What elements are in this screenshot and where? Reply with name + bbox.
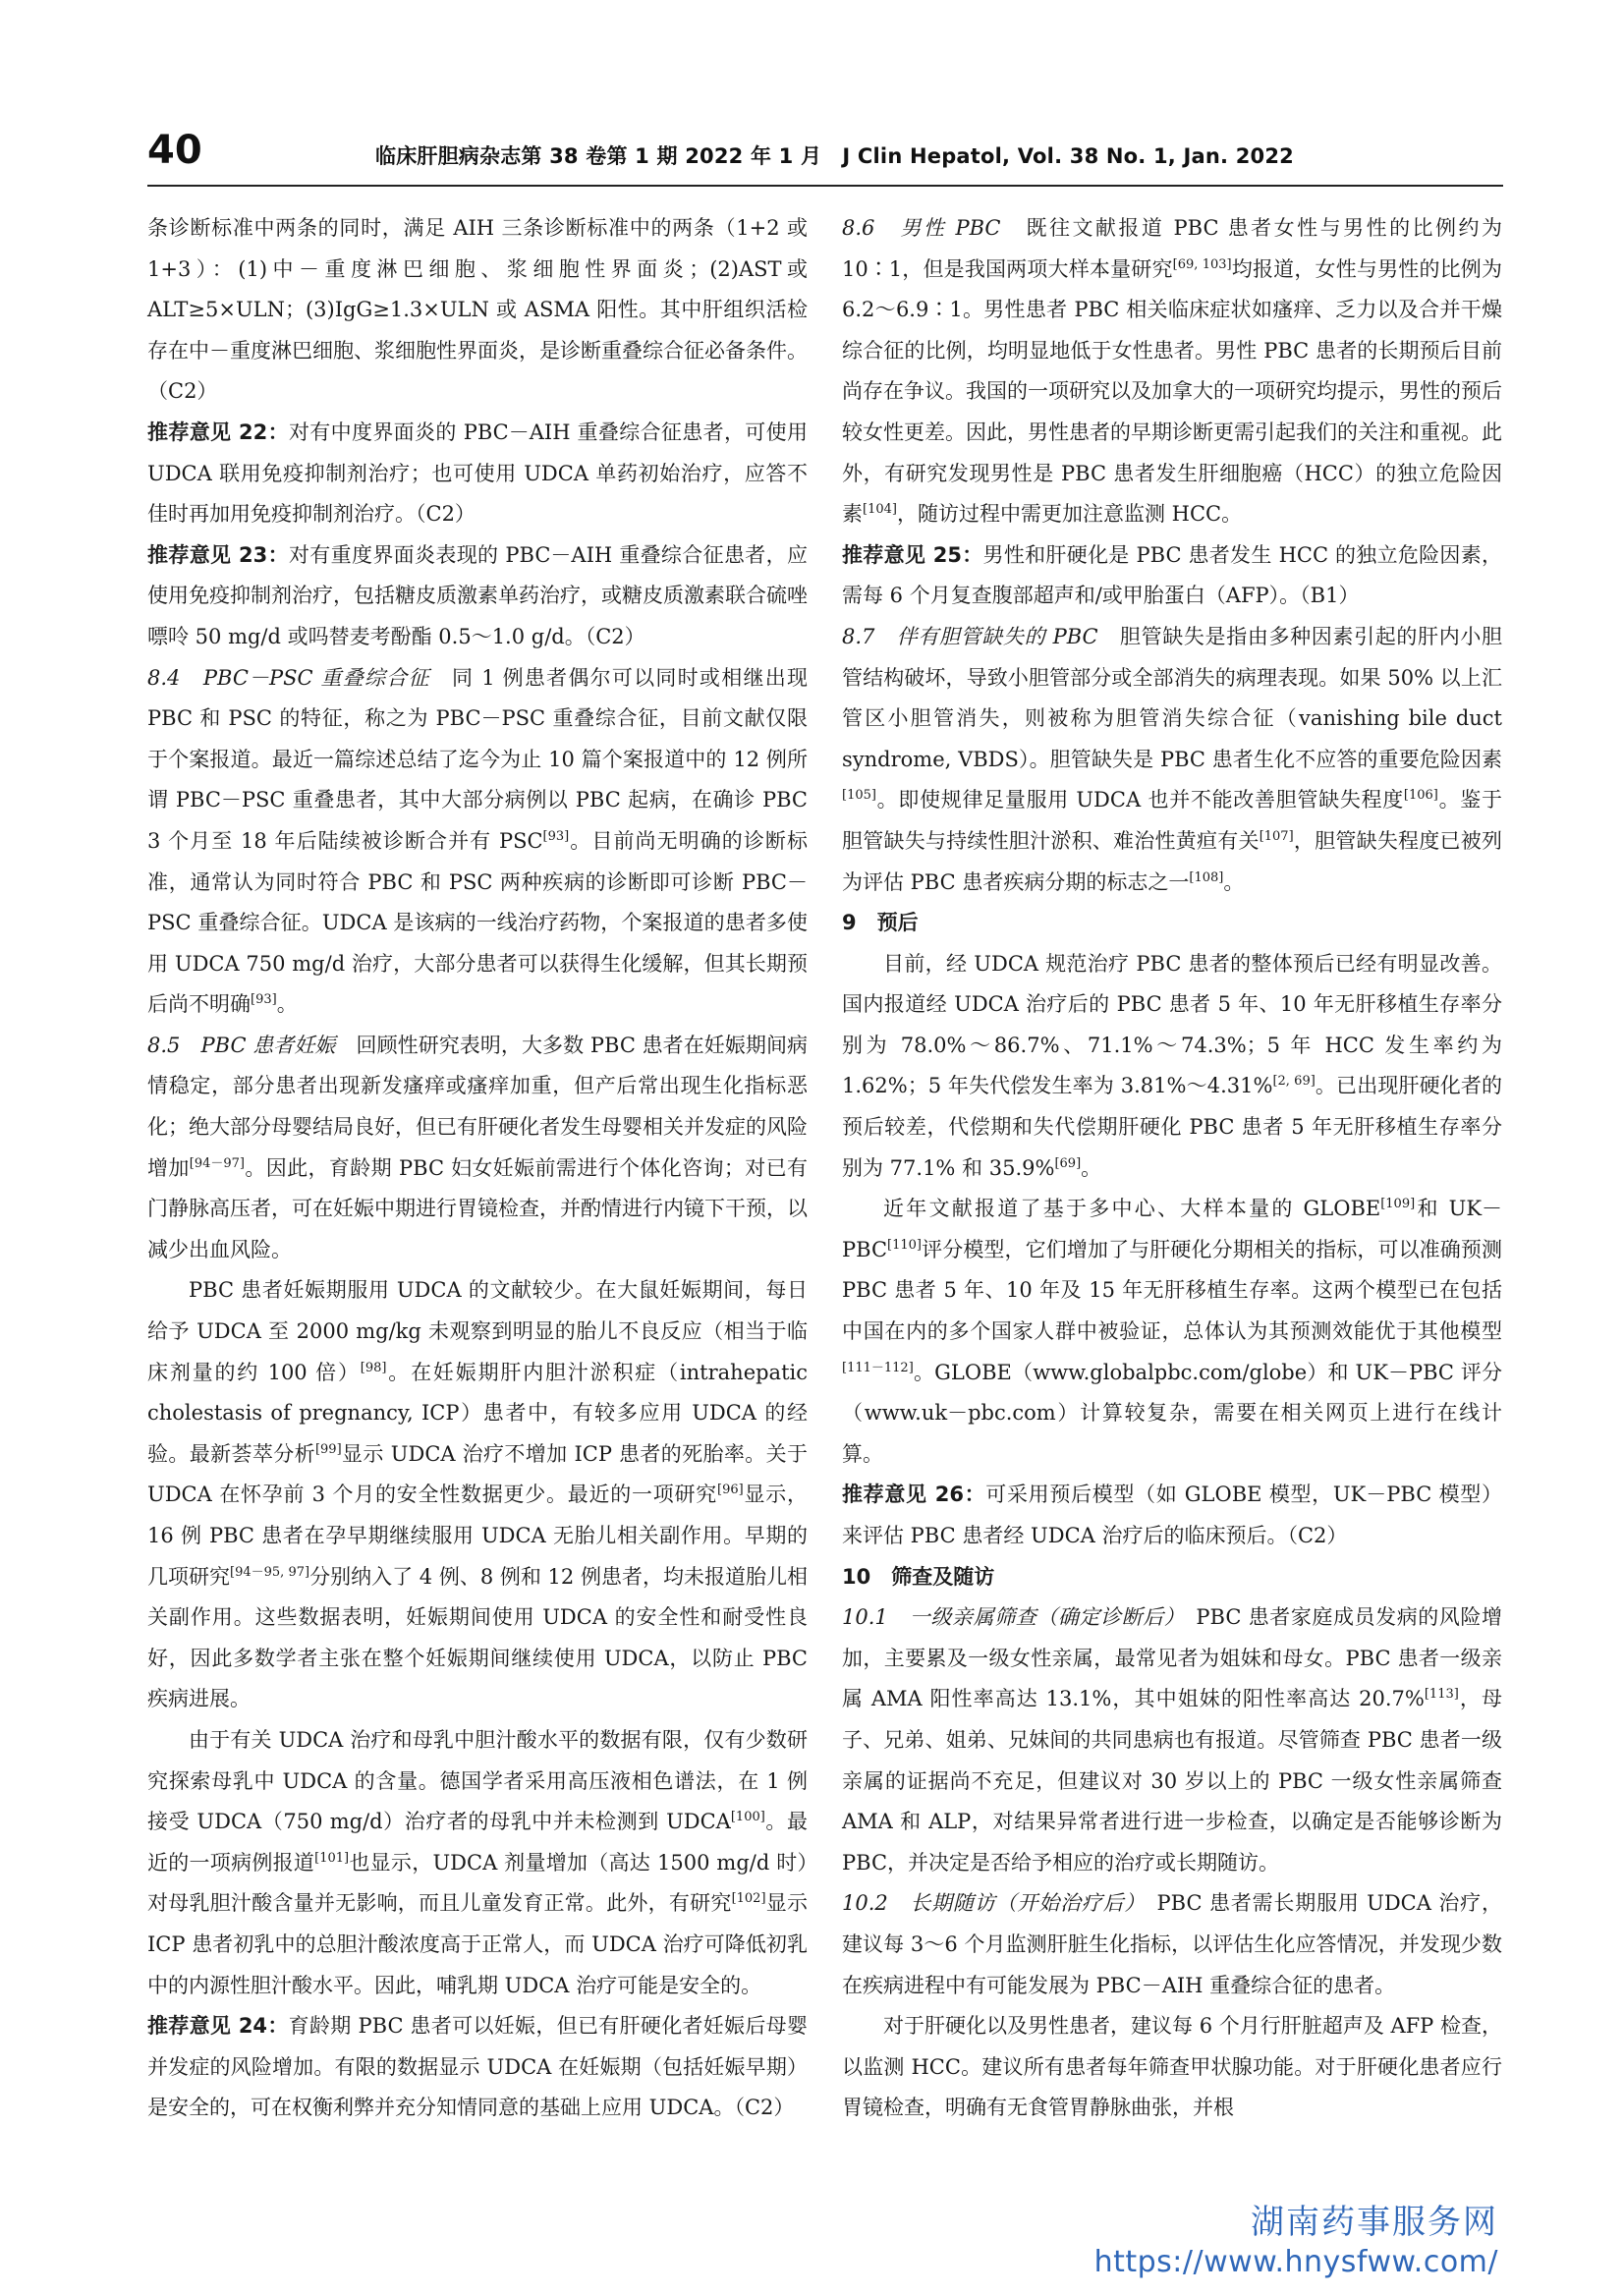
paragraph-udca-breastmilk: 由于有关 UDCA 治疗和母乳中胆汁酸水平的数据有限，仅有少数研究探索母乳中 UDCA 的含量。德国学者采用高压液相色谱法，在 1 例接受 UDCA（750 mg/d）治疗者的母乳中并未检测到 UDCA[100]。最近的一项病例报道[101]也显示，UDCA 剂量增加（高达 1500 mg/d 时）对母乳胆汁酸含量并无影响，而且儿童发育正常。此外，有研究[102]显示 ICP 患者初乳中的总胆汁酸浓度高于正常人，而 UDCA 治疗可降低初乳中的内源性胆汁酸水平。因此，哺乳期 UDCA 治疗可能是安全的。 [147, 1727, 809, 1997]
citation: [100] [730, 1810, 765, 1825]
recommendation-label: 推荐意见 25： [842, 542, 983, 567]
section-8-4: 8.4 PBC－PSC 重叠综合征 同 1 例患者偶尔可以同时或相继出现 PBC 和 PSC 的特征，称之为 PBC－PSC 重叠综合征，目前文献仅限于个案报道。最近一篇综述总结了迄今为止 10 篇个案报道中的 12 例所谓 PBC－PSC 重叠患者，其中大部分病例以 PBC 起病，在确诊 PBC 3 个月至 18 年后陆续被诊断合并有 PSC[93]。目前尚无明确的诊断标准，通常认为同时符合 PBC 和 PSC 两种疾病的诊断即可诊断 PBC－PSC 重叠综合征。UDCA 是该病的一线治疗药物，个案报道的患者多使用 UDCA 750 mg/d 治疗，大部分患者可以获得生化缓解，但其长期预后尚不明确[93]。 [147, 665, 808, 1017]
watermark-site-name: 湖南药事服务网 [1251, 2203, 1498, 2242]
citation: [108] [1189, 869, 1224, 885]
citation: [106] [1403, 788, 1438, 804]
citation: [96] [717, 1483, 744, 1498]
recommendation-label: 推荐意见 26： [842, 1483, 986, 1507]
paragraph-prognosis-rates: 目前，经 UDCA 规范治疗 PBC 患者的整体预后已经有明显改善。国内报道经 UDCA 治疗后的 PBC 患者 5 年、10 年无肝移植生存率分别为 78.0%～86.7%、71.1%～74.3%；5 年 HCC 发生率约为 1.62%；5 年失代偿发生率为 3.81%～4.31%[2, 69]。已出现肝硬化者的预后较差，代偿期和失代偿期肝硬化 PBC 患者 5 年无肝移植生存率分别为 77.1% 和 35.9%[69]。 [842, 951, 1502, 1180]
citation: [2, 69] [1272, 1074, 1316, 1090]
citation: [94－97] [189, 1155, 245, 1171]
section-heading-prognosis: 9 预后 [842, 911, 919, 935]
right-column [842, 208, 1502, 2129]
section-10-1: 10.1 一级亲属筛查（确定诊断后） PBC 患者家庭成员发病的风险增加，主要累及一级女性亲属，最常见者为姐妹和母女。PBC 患者一级亲属 AMA 阳性率高达 13.1%，其中姐妹的阳性率高达 20.7%[113]，母子、兄弟、姐弟、兄妹间的共同患病也有报道。尽管筛查 PBC 患者一级亲属的证据尚不充足，但建议对 30 岁以上的 PBC 一级女性亲属筛查 AMA 和 ALP，对结果异常者进行进一步检查，以确定是否能够诊断为 PBC，并决定是否给予相应的治疗或长期随访。 [842, 1605, 1502, 1875]
citation: [113] [1424, 1687, 1459, 1703]
citation: [93] [251, 992, 277, 1008]
subsection-heading: 8.6 男性 PBC [842, 216, 1001, 240]
paragraph-diagnosis-criteria: 条诊断标准中两条的同时，满足 AIH 三条诊断标准中的两条（1+2 或 1+3）：(1)中－重度淋巴细胞、浆细胞性界面炎；(2)AST或 ALT≥5×ULN；(3)IgG≥1.3×ULN 或 ASMA 阳性。其中肝组织活检存在中－重度淋巴细胞、浆细胞性界面炎，是诊断重叠综合征必备条件。（C2） [147, 216, 808, 404]
citation: [110] [887, 1237, 922, 1253]
subsection-heading: 8.7 伴有胆管缺失的 PBC [842, 624, 1098, 648]
citation: [102] [731, 1891, 766, 1907]
citation: [69] [1054, 1155, 1082, 1171]
section-heading-screening: 10 筛查及随访 [842, 1564, 995, 1589]
citation: [99] [314, 1441, 342, 1457]
section-10-2: 10.2 长期随访（开始治疗后） PBC 患者需长期服用 UDCA 治疗，建议每 3～6 个月监测肝脏生化指标，以评估生化应答情况，并发现少数在疾病进程中有可能发展为 PBC－AIH 重叠综合征的患者。 [842, 1891, 1502, 1997]
citation: [101] [314, 1850, 350, 1866]
section-8-5: 8.5 PBC 患者妊娠 回顾性研究表明，大多数 PBC 患者在妊娠期间病情稳定，部分患者出现新发瘙痒或瘙痒加重，但产后常出现生化指标恶化；绝大部分母婴结局良好，但已有肝硬化者发生母婴相关并发症的风险增加[94－97]。因此，育龄期 PBC 妇女妊娠前需进行个体化咨询；对已有门静脉高压者，可在妊娠中期进行胃镜检查，并酌情进行内镜下干预，以减少出血风险。 [147, 1033, 809, 1261]
left-column [147, 208, 808, 2129]
citation: [109] [1380, 1197, 1416, 1212]
citation: [107] [1259, 828, 1294, 844]
site-watermark [1094, 2202, 1498, 2282]
recommendation-label: 推荐意见 24： [147, 2014, 289, 2039]
paragraph-followup: 对于肝硬化以及男性患者，建议每 6 个月行肝脏超声及 AFP 检查，以监测 HCC。建议所有患者每年筛查甲状腺功能。对于肝硬化患者应行胃镜检查，明确有无食管胃静脉曲张，并根 [842, 2014, 1502, 2120]
section-8-7: 8.7 伴有胆管缺失的 PBC 胆管缺失是指由多种因素引起的肝内小胆管结构破坏，导致小胆管部分或全部消失的病理表现。如果 50% 以上汇管区小胆管消失，则被称为胆管消失综合征（vanishing bile duct syndrome, VBDS）。胆管缺失是 PBC 患者生化不应答的重要危险因素[105]。即使规律足量服用 UDCA 也并不能改善胆管缺失程度[106]。鉴于胆管缺失与持续性胆汁淤积、难治性黄疸有关[107]，胆管缺失程度已被列为评估 PBC 患者疾病分期的标志之一[108]。 [842, 624, 1503, 894]
citation: [93] [542, 828, 570, 844]
section-8-6: 8.6 男性 PBC 既往文献报道 PBC 患者女性与男性的比例约为 10∶1，但是我国两项大样本量研究[69, 103]均报道，女性与男性的比例为 6.2～6.9∶1。男性患者 PBC 相关临床症状如瘙痒、乏力以及合并干燥综合征的比例，均明显地低于女性患者。男性 PBC 患者的长期预后目前尚存在争议。我国的一项研究以及加拿大的一项研究均提示，男性的预后较女性更差。因此，男性患者的早期诊断更需引起我们的关注和重视。此外，有研究发现男性是 PBC 患者发生肝细胞癌（HCC）的独立危险因素[104]，随访过程中需更加注意监测 HCC。 [842, 216, 1503, 527]
citation: [69, 103] [1172, 256, 1232, 272]
subsection-heading: 10.1 一级亲属筛查（确定诊断后） [842, 1605, 1175, 1630]
recommendation-26: 推荐意见 26：可采用预后模型（如 GLOBE 模型，UK－PBC 模型）来评估 PBC 患者经 UDCA 治疗后的临床预后。（C2） [842, 1483, 1502, 1547]
citation: [98] [360, 1360, 387, 1375]
recommendation-23: 推荐意见 23：对有重度界面炎表现的 PBC－AIH 重叠综合征患者，应使用免疫抑制剂治疗，包括糖皮质激素单药治疗，或糖皮质激素联合硫唑嘌呤 50 mg/d 或吗替麦考酚酯 0.5～1.0 g/d。（C2） [147, 542, 808, 648]
journal-running-head: 临床肝胆病杂志第 38 卷第 1 期 2022 年 1 月 J Clin Hepatol, Vol. 38 No. 1, Jan. 2022 [375, 144, 1294, 168]
subsection-heading: 8.4 PBC－PSC 重叠综合征 [147, 665, 430, 690]
paragraph-udca-pregnancy: PBC 患者妊娠期服用 UDCA 的文献较少。在大鼠妊娠期间，每日给予 UDCA 至 2000 mg/kg 未观察到明显的胎儿不良反应（相当于临床剂量的约 100 倍）[98]。在妊娠期肝内胆汁淤积症（intrahepatic cholestasis of pregnancy, ICP）患者中，有较多应用 UDCA 的经验。最新荟萃分析[99]显示 UDCA 治疗不增加 ICP 患者的死胎率。关于 UDCA 在怀孕前 3 个月的安全性数据更少。最近的一项研究[96]显示，16 例 PBC 患者在孕早期继续服用 UDCA 无胎儿相关副作用。早期的几项研究[94－95, 97]分别纳入了 4 例、8 例和 12 例患者，均未报道胎儿相关副作用。这些数据表明，妊娠期间使用 UDCA 的安全性和耐受性良好，因此多数学者主张在整个妊娠期间继续使用 UDCA，以防止 PBC 疾病进展。 [147, 1278, 809, 1711]
recommendation-24: 推荐意见 24：育龄期 PBC 患者可以妊娠，但已有肝硬化者妊娠后母婴并发症的风险增加。有限的数据显示 UDCA 在妊娠期（包括妊娠早期）是安全的，可在权衡利弊并充分知情同意的基础上应用 UDCA。（C2） [147, 2014, 808, 2120]
citation: [104] [863, 502, 897, 518]
running-header [147, 126, 1503, 187]
citation: [94－95, 97] [230, 1564, 310, 1580]
citation: [105] [842, 788, 876, 804]
recommendation-25: 推荐意见 25：男性和肝硬化是 PBC 患者发生 HCC 的独立危险因素，需每 6 个月复查腹部超声和/或甲胎蛋白（AFP）。（B1） [842, 542, 1502, 608]
recommendation-label: 推荐意见 22： [147, 420, 289, 444]
watermark-url[interactable]: https://www.hnysfww.com/ [1093, 2245, 1498, 2279]
subsection-heading: 10.2 长期随访（开始治疗后） [842, 1891, 1136, 1916]
subsection-heading: 8.5 PBC 患者妊娠 [147, 1033, 336, 1057]
page-number: 40 [147, 128, 202, 173]
paragraph-prognosis-models: 近年文献报道了基于多中心、大样本量的 GLOBE[109]和 UK－PBC[110]评分模型，它们增加了与肝硬化分期相关的指标，可以准确预测 PBC 患者 5 年、10 年及 15 年无肝移植生存率。这两个模型已在包括中国在内的多个国家人群中被验证，总体认为其预测效能优于其他模型[111－112]。GLOBE（www.globalpbc.com/globe）和 UK－PBC 评分（www.uk－pbc.com）计算较复杂，需要在相关网页上进行在线计算。 [842, 1197, 1503, 1466]
header-rule [147, 185, 1503, 187]
recommendation-label: 推荐意见 23： [147, 542, 289, 567]
recommendation-22: 推荐意见 22：对有中度界面炎的 PBC－AIH 重叠综合征患者，可使用 UDCA 联用免疫抑制剂治疗；也可使用 UDCA 单药初始治疗，应答不佳时再加用免疫抑制剂治疗。（C2） [147, 420, 808, 527]
citation: [111－112] [842, 1360, 914, 1375]
